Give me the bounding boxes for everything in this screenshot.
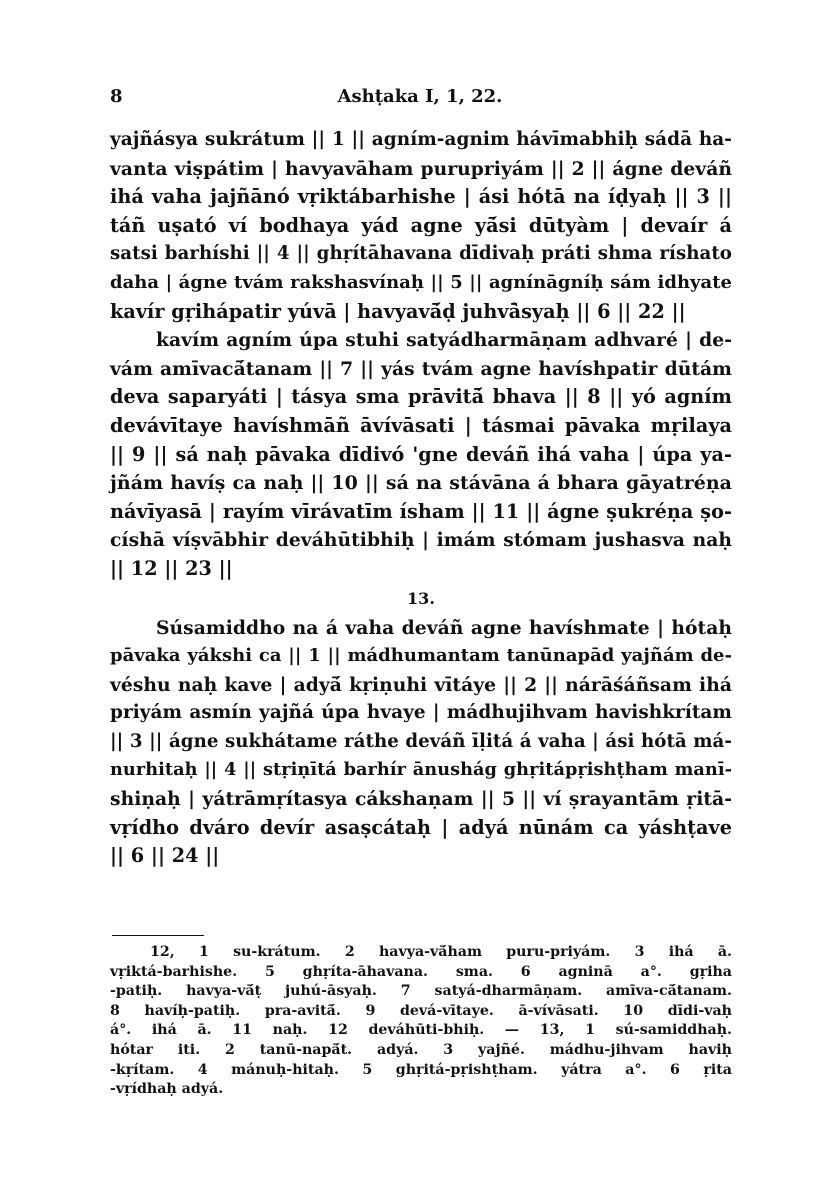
text-line: pāvaka yákshi ca || 1 || mádhumantam tanūnapād yajñám de- — [110, 645, 732, 667]
text-line: vám amīvacā́tanam || 7 || yás tvám agne havíshpatir dūtám — [110, 357, 732, 380]
text-line: || 6 || 24 || — [110, 844, 220, 868]
page-header — [110, 86, 730, 110]
footnote-divider — [112, 935, 204, 936]
footnotes — [110, 943, 732, 1100]
hymn-number: 13. — [407, 588, 435, 608]
footnote-line: -vṛídhaḥ adyá. — [110, 1081, 224, 1098]
text-line: || 12 || 23 || — [110, 556, 233, 580]
text-line: priyám asmín yajñá úpa hvaye | mádhujihvam havishkrítam — [110, 702, 732, 724]
text-line: || 3 || ágne sukhátame ráthe deváñ īḷitá á vaha | ási hótā má- — [110, 730, 732, 752]
text-line: nurhitaḥ || 4 || stṛiṇītá barhír ānushág ghṛitápṛishṭham manī- — [110, 759, 732, 781]
page-number: 8 — [110, 86, 123, 107]
footnote-line: vṛiktá-barhishe. 5 ghṛíta-āhavana. sma. 6 agninā a°. gṛiha — [110, 963, 732, 980]
footnote-line: 8 havíḥ-patiḥ. pra-avitā́. 9 devá-vītaye. ā-vívāsati. 10 dīdi-vaḥ — [110, 1002, 732, 1019]
footnote-line: -patiḥ. havya-vā́ṭ juhú-āsyaḥ. 7 satyá-dharmāṇam. amīva-cā́tanam. — [110, 983, 732, 1000]
running-head: Ashṭaka I, 1, 22. — [337, 86, 503, 107]
text-line: císhā víṣvābhir deváhūtibhiḥ | imám stómam jushasva naḥ — [110, 529, 732, 552]
text-line: kavím agním úpa stuhi satyádharmāṇam adhvaré | de- — [156, 329, 732, 352]
footnote-line: -kṛítam. 4 mánuḥ-hitaḥ. 5 ghṛitá-pṛishṭham. yátra a°. 6 ṛita — [110, 1061, 732, 1078]
text-line: ihá vaha jajñānó vṛiktábarhishe | ási hótā na íḍyaḥ || 3 || — [110, 185, 732, 209]
text-line: || 9 || sá naḥ pāvaka dīdivó 'gne deváñ ihá vaha | úpa ya- — [110, 442, 732, 466]
text-line: Súsamiddho na á vaha deváñ agne havíshmate | hótaḥ — [156, 616, 732, 639]
text-line: návīyasā | rayím vīrávatīm ísham || 11 || ágne ṣukréṇa ṣo- — [110, 499, 732, 523]
text-line: táñ uṣató ví bodhaya yád agne yā́si dūtyàm | devaír á — [110, 213, 732, 237]
text-line: vṛídho dváro devír asaṣcátaḥ | adyá nūnám ca yáshṭave — [110, 815, 732, 839]
text-line: vanta viṣpátim | havyavāham purupriyám || 2 || ágne deváñ — [110, 157, 732, 180]
text-line: devávītaye havíshmāñ āvívāsati | tásmai pāvaka mṛilaya — [110, 413, 732, 437]
text-line: véshu naḥ kave | adyā́ kṛiṇuhi vītáye || 2 || nárāśáñsam ihá — [110, 673, 732, 696]
text-line: yajñásya sukrátum || 1 || agním-agnim hávīmabhiḥ sádā ha- — [110, 129, 732, 150]
text-line: daha | ágne tvám rakshasvínaḥ || 5 || agnínāgníḥ sám idhyate — [110, 271, 732, 293]
text-line: jñám havíṣ ca naḥ || 10 || sá na stávāna á bhara gāyatréṇa — [110, 472, 732, 495]
hymn-text — [110, 126, 732, 871]
footnote-line: á°. ihá ā. 11 naḥ. 12 deváhūti-bhiḥ. — 13, 1 sú-samiddhaḥ. — [110, 1022, 732, 1039]
text-line: shiṇaḥ | yátrāmṛítasya cákshaṇam || 5 || ví ṣrayantām ṛitā- — [110, 788, 732, 811]
text-line: satsi barhíshi || 4 || ghṛítāhavana dīdivaḥ práti shma ríshato — [110, 243, 732, 265]
text-line: kavír gṛihápatir yúvā | havyavā́ḍ juhvā̀syaḥ || 6 || 22 || — [110, 299, 686, 323]
footnote-line: 12, 1 su-krátum. 2 havya-vā́ham puru-priyám. 3 ihá ā. — [150, 944, 732, 960]
footnote-line: hótar iti. 2 tanū-napā́t. adyá. 3 yajñé. mádhu-jihvam haviḥ — [110, 1041, 732, 1058]
text-line: deva saparyáti | tásya sma prāvitā́ bhava || 8 || yó agním — [110, 385, 732, 409]
